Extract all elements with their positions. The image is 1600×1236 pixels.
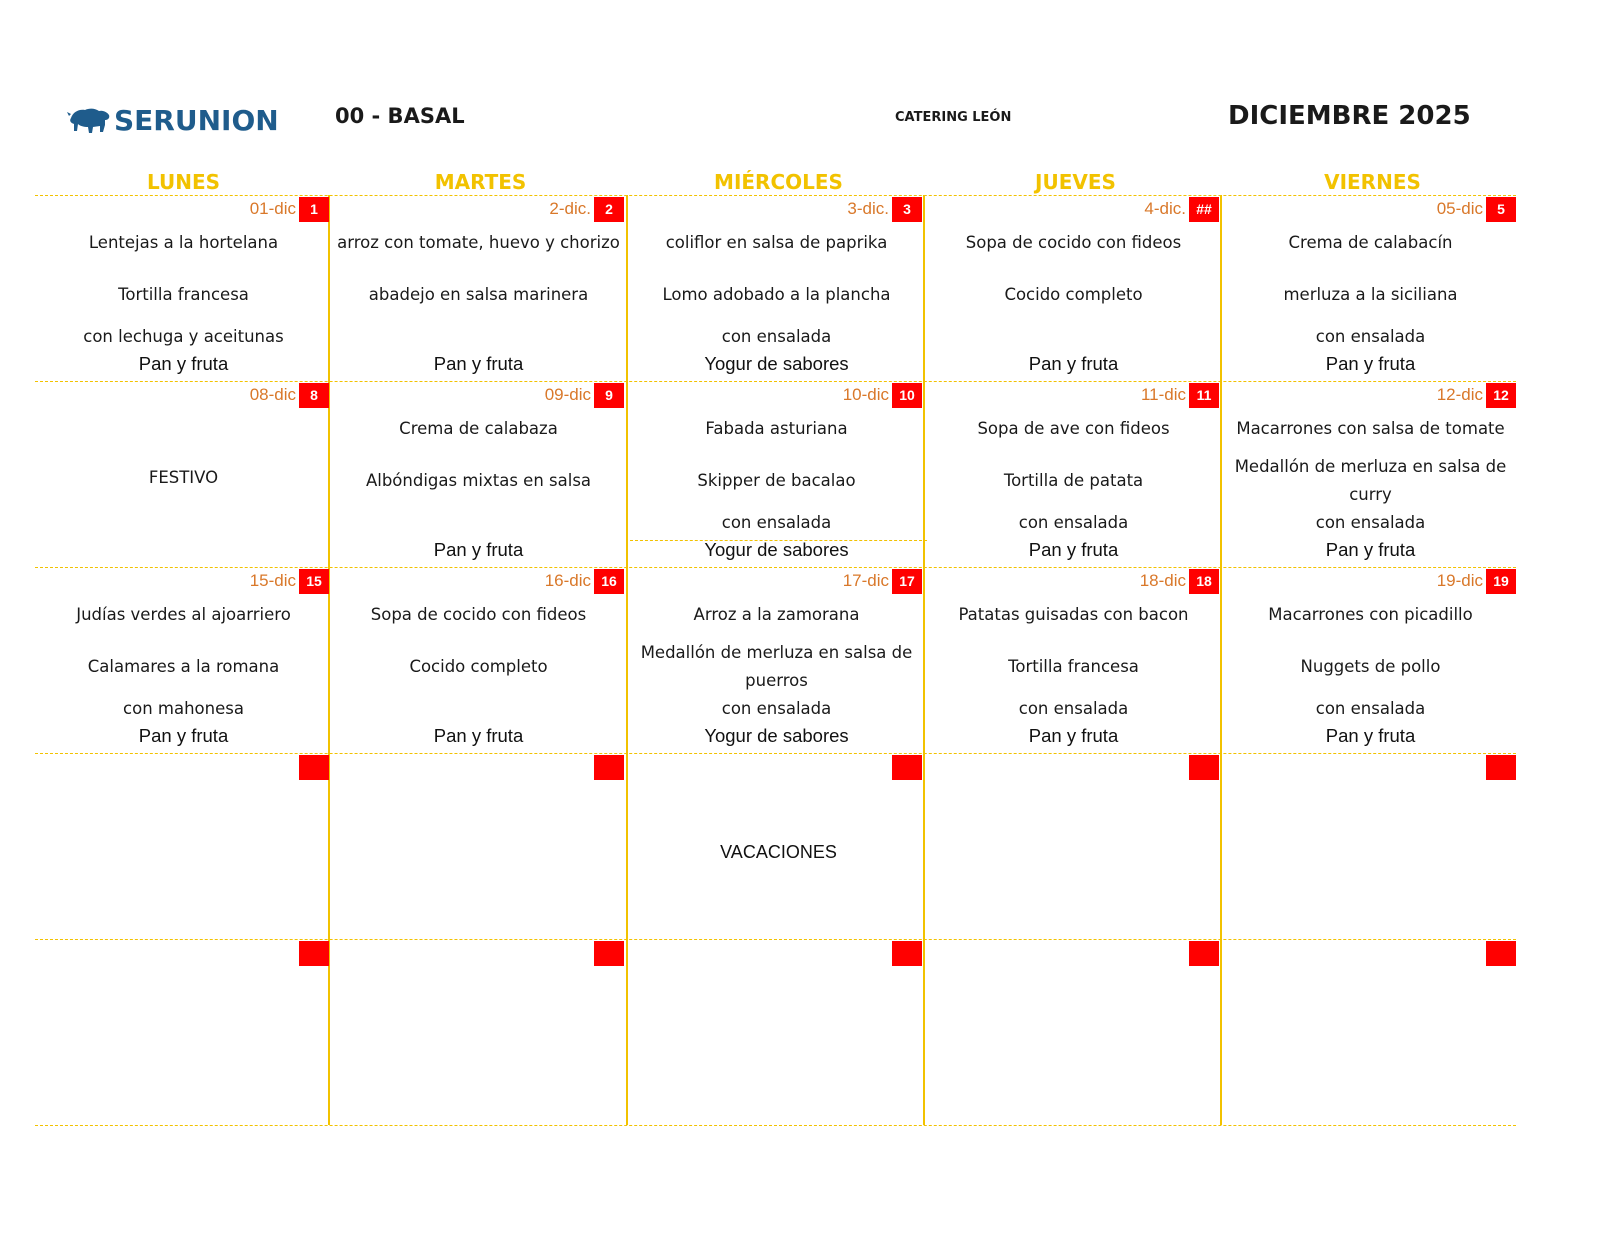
second-course: merluza a la siciliana <box>1283 285 1458 304</box>
dessert: Pan y fruta <box>1028 725 1119 746</box>
day-header-viernes: VIERNES <box>1324 170 1421 194</box>
cell-date: 09-dic <box>544 385 591 404</box>
day-cell-viernes <box>1222 381 1519 567</box>
day-number-badge: 16 <box>594 569 624 594</box>
day-cell-miercoles <box>628 567 925 753</box>
second-course: Cocido completo <box>1004 285 1143 304</box>
cell-date: 4-dic. <box>1144 199 1186 218</box>
day-number-badge <box>1486 755 1516 780</box>
second-course: Tortilla francesa <box>1008 657 1139 676</box>
dessert: Pan y fruta <box>433 725 524 746</box>
day-number-badge <box>299 755 329 780</box>
cell-date: 01-dic <box>249 199 296 218</box>
day-cell-viernes <box>1222 939 1519 1125</box>
day-cell-martes <box>330 195 627 381</box>
day-cell-lunes <box>35 567 332 753</box>
first-course: Crema de calabacín <box>1288 233 1453 252</box>
dessert: Pan y fruta <box>1028 353 1119 374</box>
day-cell-miercoles <box>628 753 925 939</box>
first-course: Arroz a la zamorana <box>693 605 860 624</box>
day-cell-jueves <box>925 753 1222 939</box>
side-dish: con ensalada <box>721 699 832 718</box>
side-dish: con ensalada <box>721 513 832 532</box>
day-number-badge <box>892 755 922 780</box>
day-cell-jueves <box>925 939 1222 1125</box>
second-course: Lomo adobado a la plancha <box>662 285 891 304</box>
second-course: Medallón de merluza en salsa de puerros <box>640 643 913 690</box>
cell-date: 11-dic <box>1140 385 1186 404</box>
first-course: Fabada asturiana <box>705 419 848 438</box>
second-course: Tortilla de patata <box>1003 471 1144 490</box>
day-number-badge: 18 <box>1189 569 1219 594</box>
brand-name: SERUNION <box>114 104 279 137</box>
dessert: Yogur de sabores <box>704 539 849 560</box>
first-course: Sopa de cocido con fideos <box>965 233 1182 252</box>
second-course: Calamares a la romana <box>87 657 280 676</box>
cell-date: 19-dic <box>1436 571 1483 590</box>
day-cell-martes <box>330 939 627 1125</box>
day-cell-miercoles <box>628 939 925 1125</box>
dessert: Pan y fruta <box>433 353 524 374</box>
row-divider <box>35 1125 1516 1126</box>
day-cell-jueves <box>925 567 1222 753</box>
dessert: Pan y fruta <box>1325 725 1416 746</box>
first-course: Crema de calabaza <box>399 419 558 438</box>
day-cell-lunes <box>35 753 332 939</box>
first-course: Macarrones con picadillo <box>1268 605 1473 624</box>
side-dish: con ensalada <box>721 327 832 346</box>
side-dish: con mahonesa <box>123 699 244 718</box>
day-cell-lunes <box>35 195 332 381</box>
first-course: Macarrones con salsa de tomate <box>1236 419 1505 438</box>
second-course: FESTIVO <box>148 468 219 487</box>
second-course: Albóndigas mixtas en salsa <box>365 471 592 490</box>
day-cell-miercoles <box>628 195 925 381</box>
day-number-badge <box>892 941 922 966</box>
first-course: Sopa de cocido con fideos <box>370 605 587 624</box>
day-number-badge: ## <box>1189 197 1219 222</box>
day-header-miercoles: MIÉRCOLES <box>714 170 843 194</box>
second-course: Skipper de bacalao <box>697 471 856 490</box>
side-dish: con ensalada <box>1315 513 1426 532</box>
menu-code: 00 - BASAL <box>335 104 465 128</box>
day-number-badge <box>1189 941 1219 966</box>
cell-date: 10-dic <box>842 385 889 404</box>
dessert: Pan y fruta <box>1325 539 1416 560</box>
day-number-badge <box>594 941 624 966</box>
day-cell-jueves <box>925 195 1222 381</box>
day-number-badge <box>594 755 624 780</box>
day-header-jueves: JUEVES <box>1035 170 1116 194</box>
dessert: Yogur de sabores <box>704 725 849 746</box>
side-dish: con ensalada <box>1315 699 1426 718</box>
vacation-label: VACACIONES <box>720 842 837 862</box>
second-course: Medallón de merluza en salsa de curry <box>1234 457 1507 504</box>
first-course: Lentejas a la hortelana <box>88 233 279 252</box>
day-cell-viernes <box>1222 567 1519 753</box>
first-course: Judías verdes al ajoarriero <box>76 605 291 624</box>
day-number-badge <box>299 941 329 966</box>
day-number-badge: 17 <box>892 569 922 594</box>
day-number-badge <box>1189 755 1219 780</box>
day-number-badge: 3 <box>892 197 922 222</box>
day-cell-jueves <box>925 381 1222 567</box>
day-number-badge: 9 <box>594 383 624 408</box>
serunion-logo <box>67 103 279 139</box>
cell-date: 12-dic <box>1436 385 1483 404</box>
day-number-badge: 2 <box>594 197 624 222</box>
cell-date: 17-dic <box>842 571 889 590</box>
dessert: Pan y fruta <box>1028 539 1119 560</box>
catering-name: CATERING LEÓN <box>895 110 1012 125</box>
day-cell-lunes <box>35 939 332 1125</box>
cell-date: 3-dic. <box>847 199 889 218</box>
day-cell-lunes <box>35 381 332 567</box>
dessert: Pan y fruta <box>1325 353 1416 374</box>
day-cell-martes <box>330 753 627 939</box>
day-cell-viernes <box>1222 195 1519 381</box>
side-dish: con lechuga y aceitunas <box>83 327 284 346</box>
second-course: Tortilla francesa <box>118 285 249 304</box>
day-number-badge: 5 <box>1486 197 1516 222</box>
day-header-martes: MARTES <box>434 170 527 194</box>
day-number-badge: 11 <box>1189 383 1219 408</box>
dessert: Pan y fruta <box>138 353 229 374</box>
day-number-badge: 8 <box>299 383 329 408</box>
second-course: Cocido completo <box>409 657 548 676</box>
day-number-badge <box>1486 941 1516 966</box>
bison-icon <box>67 106 111 136</box>
side-dish: con ensalada <box>1315 327 1426 346</box>
day-number-badge: 15 <box>299 569 329 594</box>
cell-date: 2-dic. <box>549 199 591 218</box>
side-dish: con ensalada <box>1018 699 1129 718</box>
second-course: Nuggets de pollo <box>1300 657 1441 676</box>
first-course: coliflor en salsa de paprika <box>665 233 888 252</box>
first-course: Patatas guisadas con bacon <box>958 605 1189 624</box>
cell-date: 18-dic <box>1139 571 1186 590</box>
dessert: Pan y fruta <box>138 725 229 746</box>
side-dish: con ensalada <box>1018 513 1129 532</box>
first-course: Sopa de ave con fideos <box>977 419 1170 438</box>
day-number-badge: 12 <box>1486 383 1516 408</box>
dessert: Pan y fruta <box>433 539 524 560</box>
cell-date: 08-dic <box>249 385 296 404</box>
day-header-lunes: LUNES <box>146 170 221 194</box>
first-course: arroz con tomate, huevo y chorizo <box>337 233 620 252</box>
dessert: Yogur de sabores <box>704 353 849 374</box>
cell-date: 15-dic <box>249 571 296 590</box>
day-cell-martes <box>330 381 627 567</box>
cell-date: 05-dic <box>1436 199 1483 218</box>
month-title: DICIEMBRE 2025 <box>1228 101 1471 131</box>
day-number-badge: 19 <box>1486 569 1516 594</box>
day-number-badge: 10 <box>892 383 922 408</box>
day-number-badge: 1 <box>299 197 329 222</box>
cell-date: 16-dic <box>544 571 591 590</box>
day-cell-miercoles <box>628 381 925 567</box>
header <box>0 0 1600 170</box>
second-course: abadejo en salsa marinera <box>368 285 589 304</box>
menu-calendar-grid <box>35 170 1516 1130</box>
day-cell-viernes <box>1222 753 1519 939</box>
day-cell-martes <box>330 567 627 753</box>
